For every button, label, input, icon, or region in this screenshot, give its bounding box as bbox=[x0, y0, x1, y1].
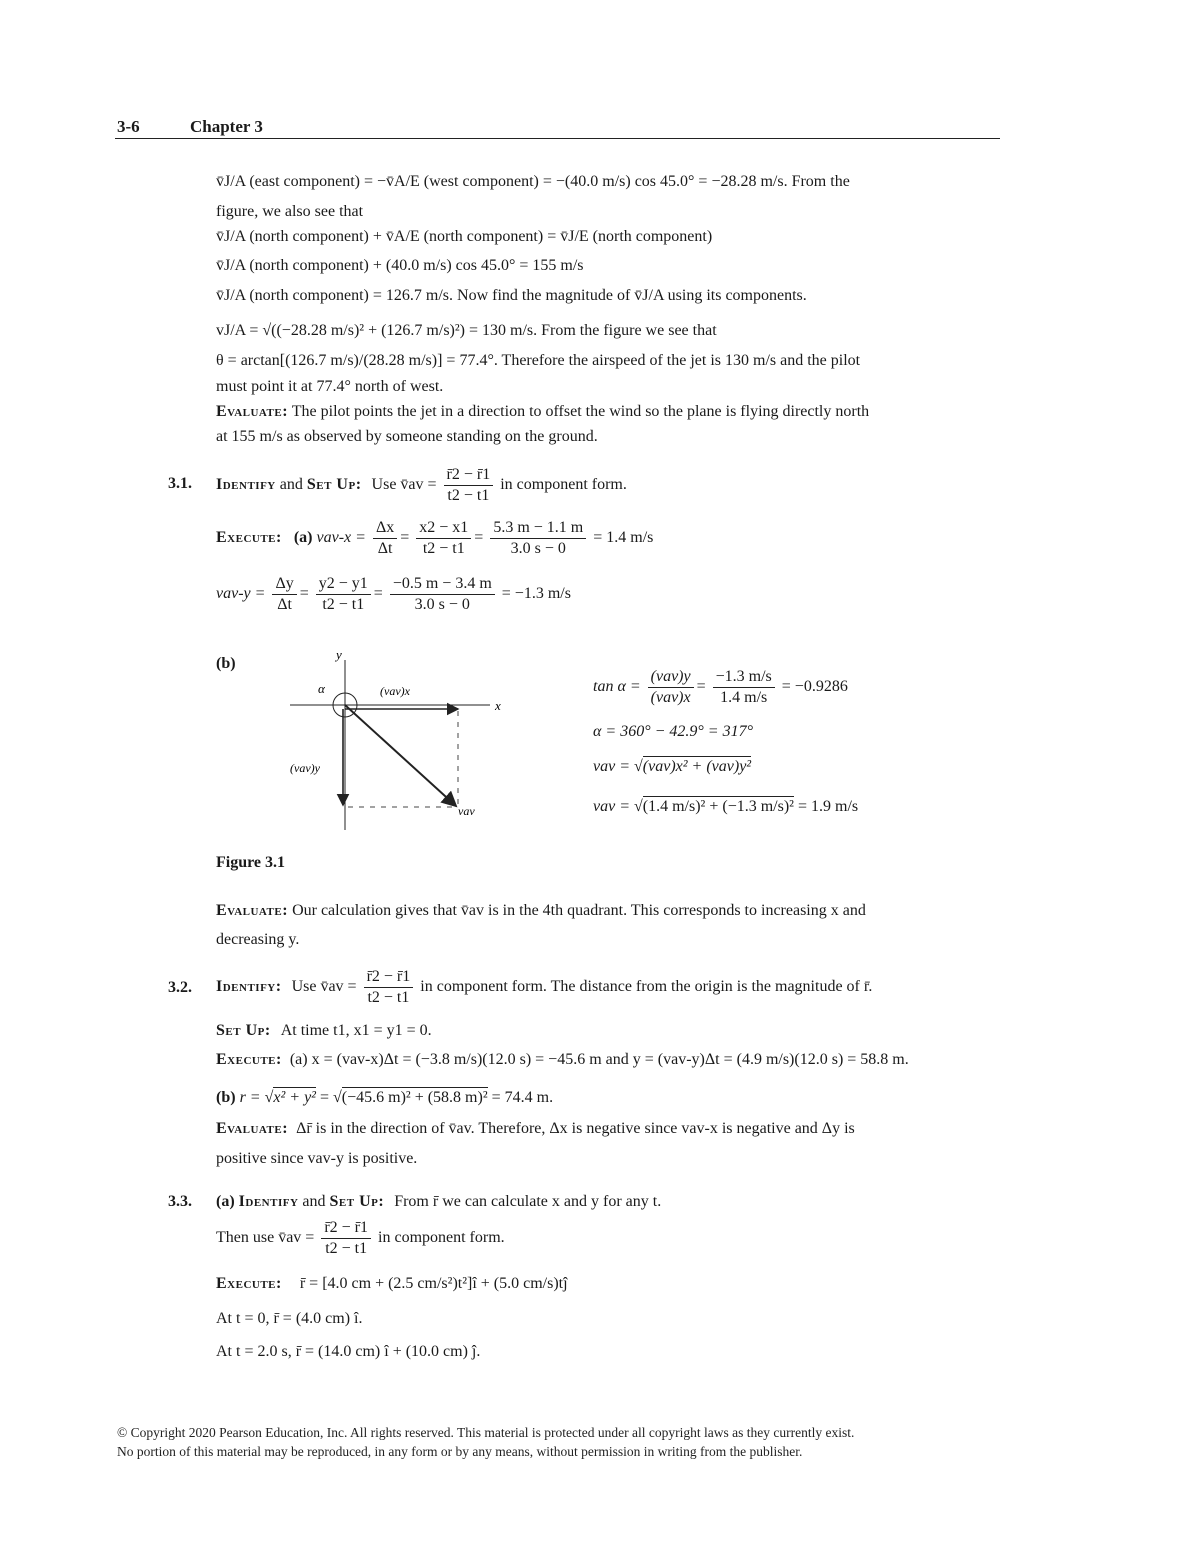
denominator: t2 − t1 bbox=[322, 596, 365, 613]
y-axis-label: y bbox=[336, 647, 342, 662]
vx-result: = 1.4 m/s bbox=[593, 529, 654, 547]
denominator: t2 − t1 bbox=[367, 989, 410, 1006]
denominator: 3.0 s − 0 bbox=[414, 596, 470, 613]
identify-label: Identify bbox=[216, 476, 276, 494]
evaluate-text: Δr̄ is in the direction of v̄av. Therefore, Δx is negative since vav-x is negative and Δy is bbox=[296, 1120, 855, 1137]
text-line: figure, we also see that bbox=[216, 203, 364, 220]
problem-number: 3.1. bbox=[168, 475, 192, 492]
equals: = bbox=[319, 1089, 329, 1106]
alpha-label: α bbox=[318, 681, 325, 696]
radicand: (1.4 m/s)² + (−1.3 m/s)² bbox=[642, 798, 794, 815]
part-a-label: (a) bbox=[293, 529, 313, 547]
denominator: t2 − t1 bbox=[422, 540, 465, 557]
evaluate-line bbox=[216, 902, 866, 920]
problem-number: 3.3. bbox=[168, 1193, 192, 1210]
vav-arrow bbox=[345, 705, 456, 806]
figure-caption: Figure 3.1 bbox=[216, 854, 286, 871]
text-line: at 155 m/s as observed by someone standing on the ground. bbox=[216, 428, 598, 445]
vav-lhs: vav = bbox=[593, 798, 630, 815]
numerator: (vav)y bbox=[648, 667, 694, 688]
text-line: v̄J/A (east component) = −v̄A/E (west component) = −(40.0 m/s) cos 45.0° = −28.28 m/s. From the bbox=[216, 173, 850, 190]
text-line: v̄J/A (north component) = 126.7 m/s. Now find the magnitude of v̄J/A using its components. bbox=[216, 287, 807, 304]
copyright-line: © Copyright 2020 Pearson Education, Inc. All rights reserved. This material is protected under all copyright laws as they currently exist. bbox=[117, 1425, 855, 1440]
alpha-eq: α = 360° − 42.9° = 317° bbox=[593, 723, 753, 740]
fraction bbox=[272, 574, 296, 615]
denominator: t2 − t1 bbox=[447, 487, 490, 504]
vav-numeric-eq: vav = √(1.4 m/s)² + (−1.3 m/s)² = 1.9 m/s bbox=[593, 798, 859, 815]
vav-lhs: vav = bbox=[593, 758, 630, 775]
tan-lhs: tan α = bbox=[593, 678, 641, 696]
numerator: −0.5 m − 3.4 m bbox=[390, 574, 495, 595]
fraction bbox=[648, 667, 694, 708]
use-text: Use v̄av = bbox=[371, 476, 437, 494]
denominator: Δt bbox=[277, 596, 292, 613]
vx-lhs: vav-x = bbox=[316, 529, 366, 547]
numerator: Δx bbox=[373, 518, 397, 539]
radicand: (−45.6 m)² + (58.8 m)² bbox=[341, 1089, 488, 1106]
tail-text: in component form. bbox=[500, 476, 627, 494]
execute-text: (a) x = (vav-x)Δt = (−3.8 m/s)(12.0 s) = −45.6 m and y = (vav-y)Δt = (4.9 m/s)(12.0 s) = 58.8 m. bbox=[289, 1051, 909, 1068]
vav-label: vav bbox=[458, 804, 475, 818]
numerator: r̄2 − r̄1 bbox=[364, 967, 414, 988]
evaluate-text: The pilot points the jet in a direction to offset the wind so the plane is flying directly north bbox=[291, 403, 870, 420]
part-b-label: (b) bbox=[216, 655, 236, 672]
text-line: θ = arctan[(126.7 m/s)/(28.28 m/s)] = 77.4°. Therefore the airspeed of the jet is 130 m/s and the pilot bbox=[216, 352, 861, 369]
header-rule bbox=[115, 138, 1000, 139]
text-line: must point it at 77.4° north of west. bbox=[216, 378, 444, 395]
fraction bbox=[444, 465, 494, 506]
fraction bbox=[490, 518, 586, 559]
identify-line bbox=[216, 967, 872, 1008]
vy-result: = −1.3 m/s bbox=[501, 585, 571, 603]
radicand: x² + y² bbox=[273, 1089, 316, 1106]
fraction bbox=[416, 518, 471, 559]
evaluate-label: Evaluate: bbox=[216, 902, 289, 919]
part-b-label: (b) bbox=[216, 1089, 236, 1106]
numerator: r̄2 − r̄1 bbox=[321, 1218, 371, 1239]
numerator: y2 − y1 bbox=[316, 574, 371, 595]
problem-number: 3.2. bbox=[168, 979, 192, 996]
r-lhs: r = bbox=[239, 1089, 261, 1106]
text-line: v̄J/A (north component) + (40.0 m/s) cos 45.0° = 155 m/s bbox=[216, 257, 584, 274]
tan-alpha-eq: tan α = $\frac{\text{(vav)y}}{\text{(vav)x}}$ = $\frac{-1.3 m/s}{1.4 m/s}$ = −0.9286 bbox=[593, 668, 848, 706]
x-axis-label: x bbox=[495, 698, 501, 713]
vy-label: (vav)y bbox=[290, 761, 320, 775]
text-line: At t = 2.0 s, r̄ = (14.0 cm) î + (10.0 cm) ĵ. bbox=[216, 1343, 481, 1360]
tan-result: = −0.9286 bbox=[781, 678, 848, 696]
fraction bbox=[364, 967, 414, 1008]
denominator: (vav)x bbox=[650, 689, 691, 706]
denominator: Δt bbox=[377, 540, 393, 557]
fraction bbox=[316, 574, 371, 615]
vav-magnitude-eq: vav = √(vav)x² + (vav)y² bbox=[593, 758, 752, 775]
execute-label: Execute: bbox=[216, 1051, 282, 1068]
identify-setup-line bbox=[216, 465, 627, 506]
then-use-text: Then use v̄av = bbox=[216, 1229, 315, 1247]
denominator: 3.0 s − 0 bbox=[510, 540, 566, 557]
numerator: −1.3 m/s bbox=[713, 667, 775, 688]
part-a-label: (a) bbox=[216, 1193, 235, 1210]
numerator: r̄2 − r̄1 bbox=[444, 465, 494, 486]
evaluate-label: Evaluate: bbox=[216, 1120, 289, 1137]
execute-text: r̄ = [4.0 cm + (2.5 cm/s²)t²]î + (5.0 cm/s)tĵ bbox=[299, 1275, 568, 1292]
identify-label: Identify bbox=[238, 1193, 299, 1210]
evaluate-line bbox=[216, 1120, 855, 1138]
evaluate-label: Evaluate: bbox=[216, 403, 289, 420]
text-line: v̄J/A (north component) + v̄A/E (north component) = v̄J/E (north component) bbox=[216, 228, 713, 245]
setup-label: Set Up: bbox=[329, 1193, 385, 1210]
vx-label: (vav)x bbox=[380, 684, 410, 698]
and-word: and bbox=[302, 1193, 326, 1210]
text-line: positive since vav-y is positive. bbox=[216, 1150, 418, 1167]
copyright-line: No portion of this material may be reproduced, in any form or by any means, without permission in writing from the publisher. bbox=[117, 1444, 803, 1459]
figure-3-1 bbox=[290, 645, 520, 835]
execute-vx-line: Execute: (a) vav-x = $\frac{\Delta x}{\Delta t}$ = $\frac{x2 - x1}{t2 - t1}$ = $\frac{5.3 m - 1.1 m}{3.0 s - 0}$ = 1.4 m/s bbox=[216, 519, 654, 557]
execute-label: Execute: bbox=[216, 1275, 282, 1292]
numerator: x2 − x1 bbox=[416, 518, 471, 539]
setup-line bbox=[216, 1022, 432, 1040]
setup-text: From r̄ we can calculate x and y for any t. bbox=[394, 1193, 662, 1210]
chapter-title: Chapter 3 bbox=[190, 117, 263, 136]
then-use-line bbox=[216, 1218, 505, 1259]
execute-line bbox=[216, 1051, 909, 1069]
evaluate-text: Our calculation gives that v̄av is in the 4th quadrant. This corresponds to increasing x and bbox=[292, 902, 866, 919]
tail-text: in component form. The distance from the origin is the magnitude of r̄. bbox=[420, 978, 873, 996]
identify-setup-line bbox=[216, 1193, 661, 1211]
numerator: Δy bbox=[272, 574, 296, 595]
identify-label: Identify: bbox=[216, 978, 282, 996]
text-line: decreasing y. bbox=[216, 931, 300, 948]
fraction bbox=[713, 667, 775, 708]
page-number: 3-6 bbox=[117, 117, 140, 136]
fraction bbox=[373, 518, 397, 559]
use-text: Use v̄av = bbox=[291, 978, 357, 996]
vav-result: = 1.9 m/s bbox=[797, 798, 859, 815]
evaluate-line bbox=[216, 403, 869, 421]
setup-label: Set Up: bbox=[306, 476, 362, 494]
tail-text: in component form. bbox=[378, 1229, 505, 1247]
vy-lhs: vav-y = bbox=[216, 585, 266, 603]
and-word: and bbox=[279, 476, 303, 494]
fraction bbox=[390, 574, 495, 615]
execute-line bbox=[216, 1275, 568, 1293]
denominator: t2 − t1 bbox=[325, 1240, 368, 1257]
part-b-line: (b) r = √x² + y² = √(−45.6 m)² + (58.8 m)² = 74.4 m. bbox=[216, 1089, 554, 1106]
setup-text: At time t1, x1 = y1 = 0. bbox=[280, 1022, 432, 1039]
execute-vy-line: vav-y = $\frac{\Delta y}{\Delta t}$ = $\frac{y2 - y1}{t2 - t1}$ = $\frac{-0.5 m - 3.4 m}{3.0 s - 0}$ = −1.3 m/s bbox=[216, 575, 571, 613]
text-line: At t = 0, r̄ = (4.0 cm) î. bbox=[216, 1310, 363, 1327]
fraction bbox=[321, 1218, 371, 1259]
execute-label: Execute: bbox=[216, 529, 282, 547]
r-result: = 74.4 m. bbox=[491, 1089, 554, 1106]
radicand: (vav)x² + (vav)y² bbox=[642, 758, 752, 775]
setup-label: Set Up: bbox=[216, 1022, 271, 1039]
text-line: vJ/A = √((−28.28 m/s)² + (126.7 m/s)²) = 130 m/s. From the figure we see that bbox=[216, 322, 717, 339]
numerator: 5.3 m − 1.1 m bbox=[490, 518, 586, 539]
denominator: 1.4 m/s bbox=[720, 689, 768, 706]
